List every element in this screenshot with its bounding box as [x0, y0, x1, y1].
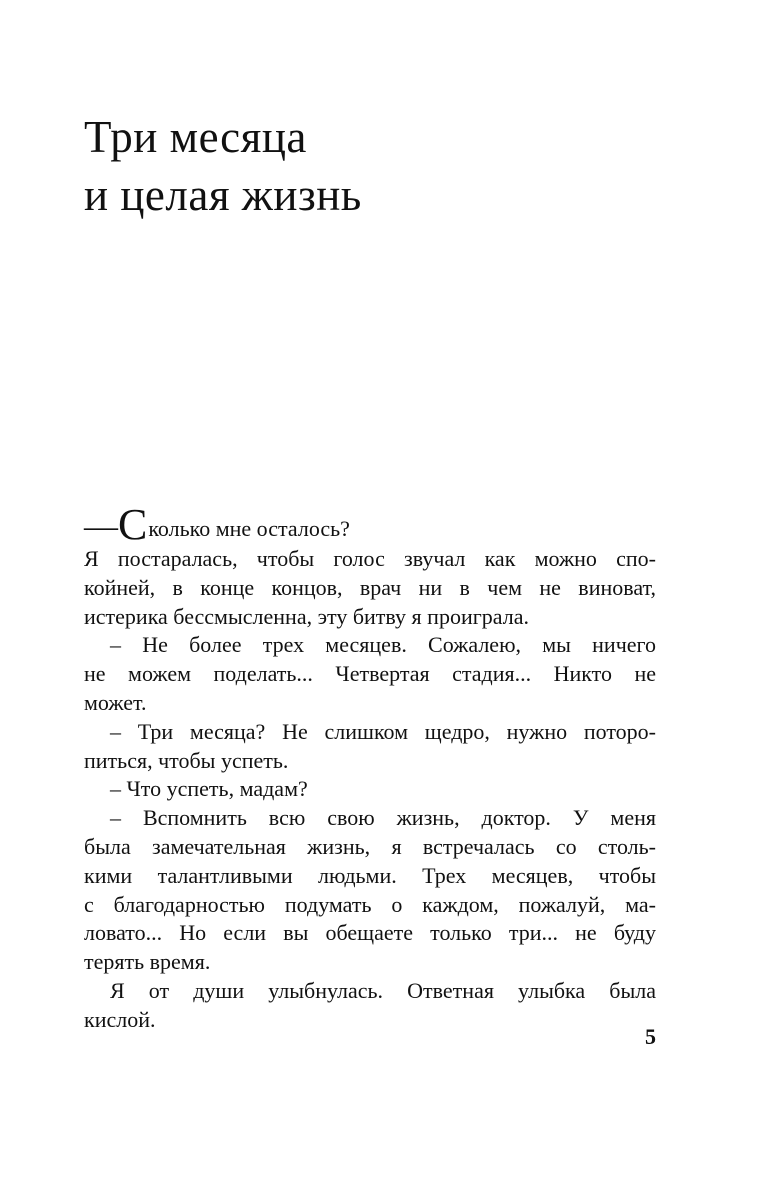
body-text [84, 500, 656, 1035]
text-line: – Три месяца? Не слишком щедро, нужно поторо- [110, 718, 656, 744]
text-line: истерика бессмысленна, эту битву я проиграла. [84, 603, 529, 629]
text-line: терять время. [84, 949, 211, 975]
text-line: ловато... Но если вы обещаете только три... не буду [84, 920, 656, 946]
text-line: Я от души улыбнулась. Ответная улыбка была [110, 977, 656, 1003]
text-line: может. [84, 689, 147, 715]
text-line: была замечательная жизнь, я встречалась со столь- [84, 833, 656, 859]
chapter-title-line-1: Три месяца [84, 112, 307, 162]
text-line: не можем поделать... Четвертая стадия... Никто не [84, 661, 656, 687]
text-line: питься, чтобы успеть. [84, 747, 289, 773]
opening-line [84, 500, 656, 549]
text-line: – Что успеть, мадам? [110, 776, 308, 802]
text-line: койней, в конце концов, врач ни в чем не виноват, [84, 574, 656, 600]
text-line: кислой. [84, 1006, 156, 1032]
text-line: с благодарностью подумать о каждом, пожалуй, ма- [84, 891, 656, 917]
text-line: – Не более трех месяцев. Сожалею, мы ничего [110, 632, 656, 658]
chapter-title [84, 108, 704, 224]
text-line: кими талантливыми людьми. Трех месяцев, чтобы [84, 862, 656, 888]
chapter-title-line-2: и целая жизнь [84, 170, 362, 220]
opening-line-rest: колько мне осталось? [148, 516, 350, 541]
page-number: 5 [645, 1024, 656, 1049]
opening-dash: — [84, 508, 118, 545]
text-line: – Вспомнить всю свою жизнь, доктор. У меня [110, 805, 656, 831]
text-line: Я постаралась, чтобы голос звучал как можно спо- [84, 546, 656, 571]
drop-cap: С [118, 500, 148, 549]
